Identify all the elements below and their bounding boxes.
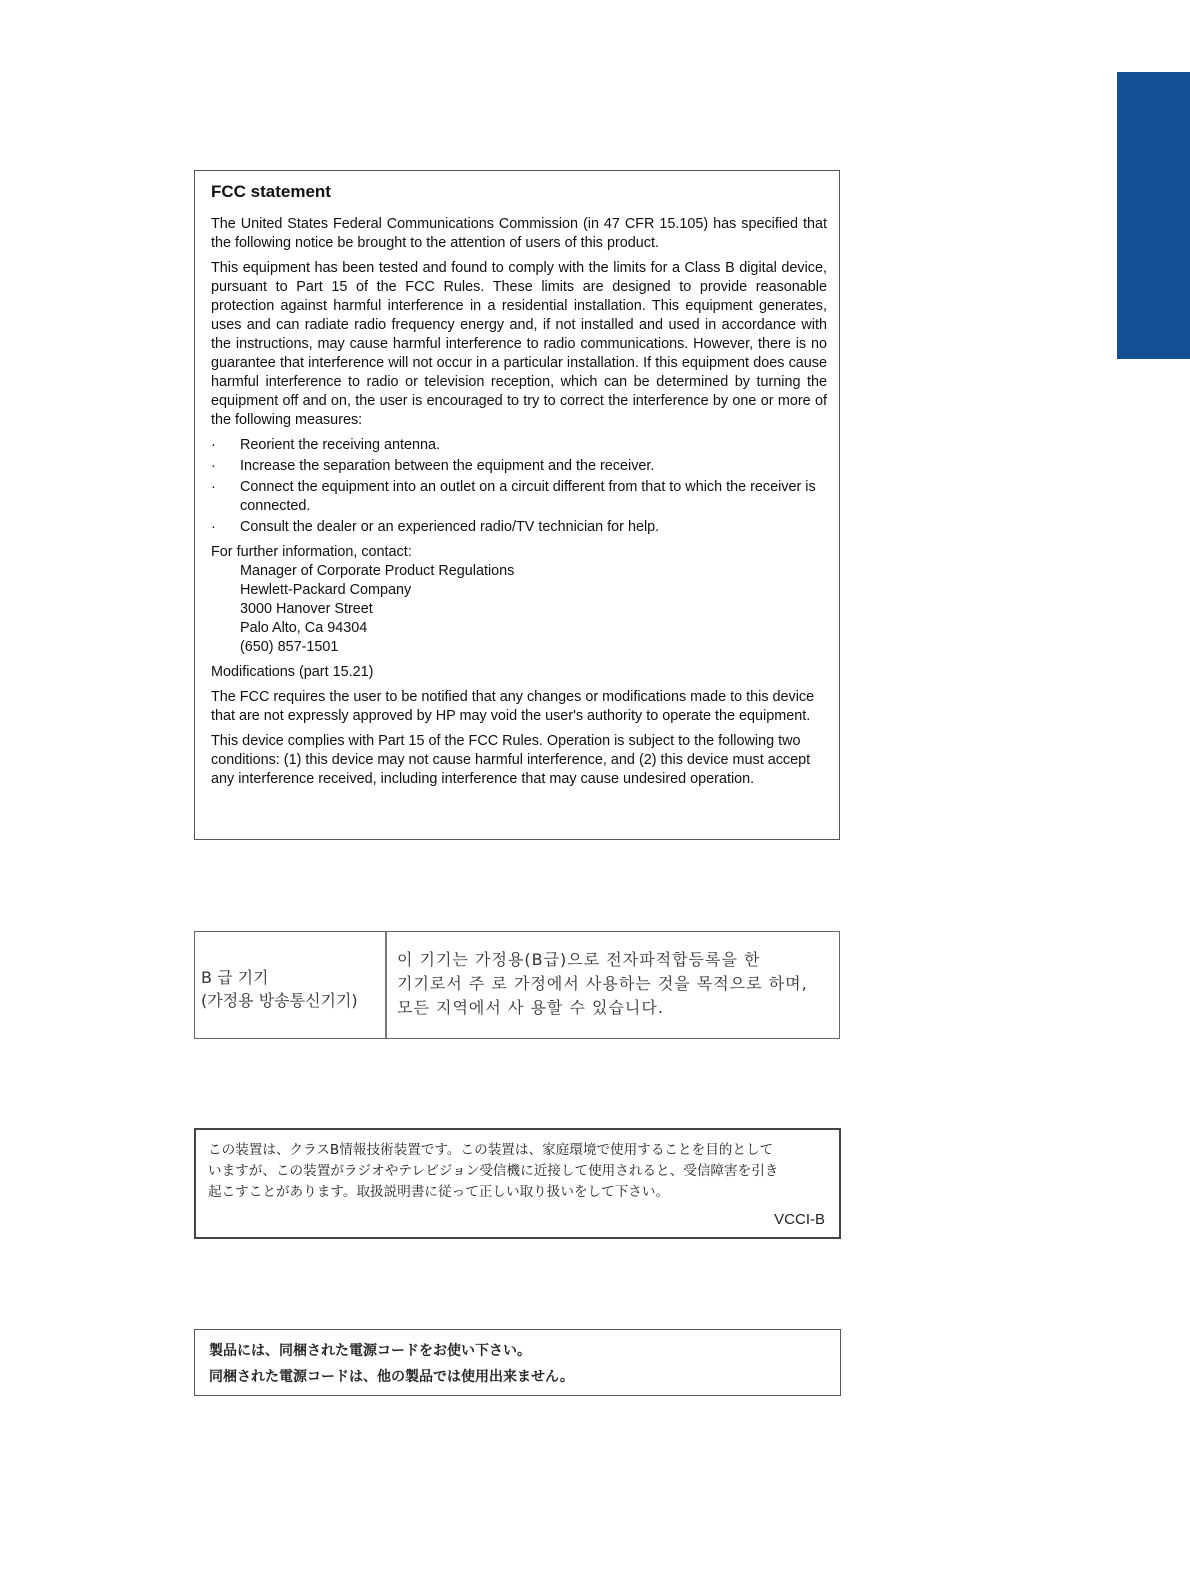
- fcc-measure-item: [211, 436, 827, 455]
- fcc-measure-item: [211, 518, 827, 537]
- korean-label-line: B 급 기기: [201, 968, 269, 987]
- fcc-statement-box: [194, 170, 840, 840]
- korean-label-line: (가정용 방송통신기기): [201, 991, 358, 1010]
- fcc-measure-item: [211, 457, 827, 476]
- vcci-text-line: この装置は、クラスB情報技術装置です。この装置は、家庭環境で使用することを目的として: [208, 1142, 774, 1158]
- fcc-modifications-heading: Modifications (part 15.21): [211, 664, 374, 680]
- fcc-compliance-text: This device complies with Part 15 of the FCC Rules. Operation is subject to the following two conditions: (1) this device may not cause harmful interference, and (2) this device must accept any interference received, including interference that may cause undesired operation.: [211, 733, 811, 787]
- korean-class-b-notice: [194, 931, 840, 1039]
- fcc-measure-text: Connect the equipment into an outlet on a circuit different from that to which the receiver is connected.: [240, 479, 816, 514]
- fcc-contact-heading: For further information, contact:: [211, 544, 412, 560]
- korean-text-line: 이 기기는 가정용(B급)으로 전자파적합등록을 한: [397, 950, 761, 969]
- power-cord-line: 製品には、同梱された電源コードをお使い下さい。: [209, 1343, 531, 1359]
- fcc-contact-block: [211, 543, 827, 657]
- korean-text-line: 모든 지역에서 사 용할 수 있습니다.: [397, 998, 664, 1017]
- power-cord-notice-box: [194, 1329, 841, 1396]
- power-cord-line: 同梱された電源コードは、他の製品では使用出来ません。: [209, 1369, 574, 1385]
- vcci-label: VCCI-B: [774, 1211, 825, 1228]
- bullet-icon: ·: [211, 479, 216, 495]
- fcc-body: This equipment has been tested and found to comply with the limits for a Class B digital device, pursuant to Part 15 of the FCC Rules. These limits are designed to provide reasonable protection against harmful interference in a residential installation. This equipment generates, uses and can radiate radio frequency energy and, if not installed and used in accordance with the instructions, may cause harmful interference to radio communications. However, there is no guarantee that interference will not occur in a particular installation. If this equipment does cause harmful interference to radio or television reception, which can be determined by turning the equipment off and on, the user is encouraged to try to correct the interference by one or more of the following measures:: [211, 260, 827, 428]
- fcc-measure-text: Reorient the receiving antenna.: [240, 437, 441, 453]
- fcc-measure-text: Increase the separation between the equipment and the receiver.: [240, 458, 655, 474]
- korean-class-label: [195, 932, 387, 1038]
- fcc-intro: The United States Federal Communications Commission (in 47 CFR 15.105) has specified that the following notice be brought to the attention of users of this product.: [211, 216, 827, 251]
- fcc-contact-line: Manager of Corporate Product Regulations: [240, 563, 515, 579]
- bullet-icon: ·: [211, 519, 216, 535]
- vcci-notice-box: [194, 1128, 841, 1239]
- fcc-measures-list: [211, 436, 827, 537]
- bullet-icon: ·: [211, 437, 216, 453]
- fcc-modifications-text: The FCC requires the user to be notified that any changes or modifications made to this device that are not expressly approved by HP may void the user's authority to operate the equipment.: [211, 689, 815, 724]
- fcc-contact-line: 3000 Hanover Street: [240, 601, 373, 617]
- fcc-contact-line: (650) 857-1501: [240, 639, 339, 655]
- fcc-contact-line: Hewlett-Packard Company: [240, 582, 412, 598]
- fcc-measure-text: Consult the dealer or an experienced radio/TV technician for help.: [240, 519, 660, 535]
- fcc-measure-item: [211, 478, 827, 516]
- chapter-side-tab: [1117, 72, 1190, 359]
- vcci-text-line: いますが、この装置がラジオやテレビジョン受信機に近接して使用されると、受信障害を引き: [208, 1163, 779, 1179]
- korean-notice-text: [387, 932, 839, 1038]
- fcc-title: FCC statement: [211, 182, 331, 201]
- korean-text-line: 기기로서 주 로 가정에서 사용하는 것을 목적으로 하며,: [397, 974, 808, 993]
- fcc-contact-line: Palo Alto, Ca 94304: [240, 620, 368, 636]
- bullet-icon: ·: [211, 458, 216, 474]
- vcci-text-line: 起こすことがあります。取扱説明書に従って正しい取り扱いをして下さい。: [208, 1184, 670, 1200]
